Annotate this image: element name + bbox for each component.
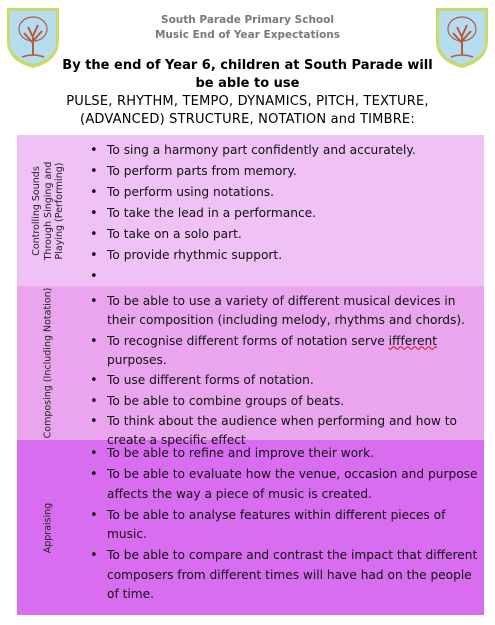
section-label-appraising xyxy=(17,440,79,615)
bullet-item: • To be able to combine groups of beats. xyxy=(107,392,478,411)
bullet-item: • To be able to compare and contrast the impact that different composers from different times will have had on the people of time. xyxy=(107,546,478,605)
bullet-item: • To perform using notations. xyxy=(107,183,478,203)
bullet-item: • To be able to refine and improve their work. xyxy=(107,444,478,464)
section-composing xyxy=(17,286,484,447)
bullet-list-performing xyxy=(79,135,484,286)
label-line: Playing (Performing) xyxy=(53,162,65,259)
bullet-item: • To be able to use a variety of different musical devices in their composition (including melody, rhythms and chords). xyxy=(107,292,478,330)
expectations-table xyxy=(17,135,484,615)
section-label-text: Appraising xyxy=(42,502,54,553)
section-label-text: Composing (Including Notation) xyxy=(42,287,54,439)
bullet-item: • To take the lead in a performance. xyxy=(107,204,478,224)
label-line: Controlling Sounds xyxy=(30,165,42,256)
intro-text xyxy=(58,57,437,129)
school-name: South Parade Primary School xyxy=(161,14,334,26)
misspelled-word: iffferent xyxy=(388,333,437,348)
section-label-composing xyxy=(17,286,79,440)
bullet-item-empty xyxy=(107,267,478,286)
bullet-item: • To provide rhythmic support. xyxy=(107,246,478,266)
section-appraising xyxy=(17,440,484,615)
bullet-text: To recognise different forms of notation serve xyxy=(107,333,385,348)
section-label-performing xyxy=(17,135,79,286)
bullet-item: • To perform parts from memory. xyxy=(107,162,478,182)
document-subtitle: Music End of Year Expectations xyxy=(154,29,341,41)
intro-line-1: By the end of Year 6, children at South Parade will be able to use xyxy=(62,58,433,91)
bullet-item: • To be able to evaluate how the venue, occasion and purpose affects the way a piece of music is created. xyxy=(107,465,478,504)
bullet-list-appraising xyxy=(79,440,484,615)
section-performing xyxy=(17,135,484,286)
bullet-item: • To be able to analyse features within different pieces of music. xyxy=(107,506,478,545)
intro-line-3: (ADVANCED) STRUCTURE, NOTATION and TIMBRE: xyxy=(80,112,415,127)
bullet-text: purposes. xyxy=(107,352,167,367)
intro-line-2: PULSE, RHYTHM, TEMPO, DYNAMICS, PITCH, TEXTURE, xyxy=(66,94,429,109)
bullet-list-composing xyxy=(79,286,484,447)
bullet-item: • To think about the audience when performing and how to create a specific effect xyxy=(107,412,478,450)
bullet-item: • To sing a harmony part confidently and accurately. xyxy=(107,141,478,161)
bullet-item: • To take on a solo part. xyxy=(107,225,478,245)
bullet-item: • To use different forms of notation. xyxy=(107,371,478,390)
bullet-item xyxy=(107,332,478,370)
label-line: Through Singing and xyxy=(42,161,54,260)
